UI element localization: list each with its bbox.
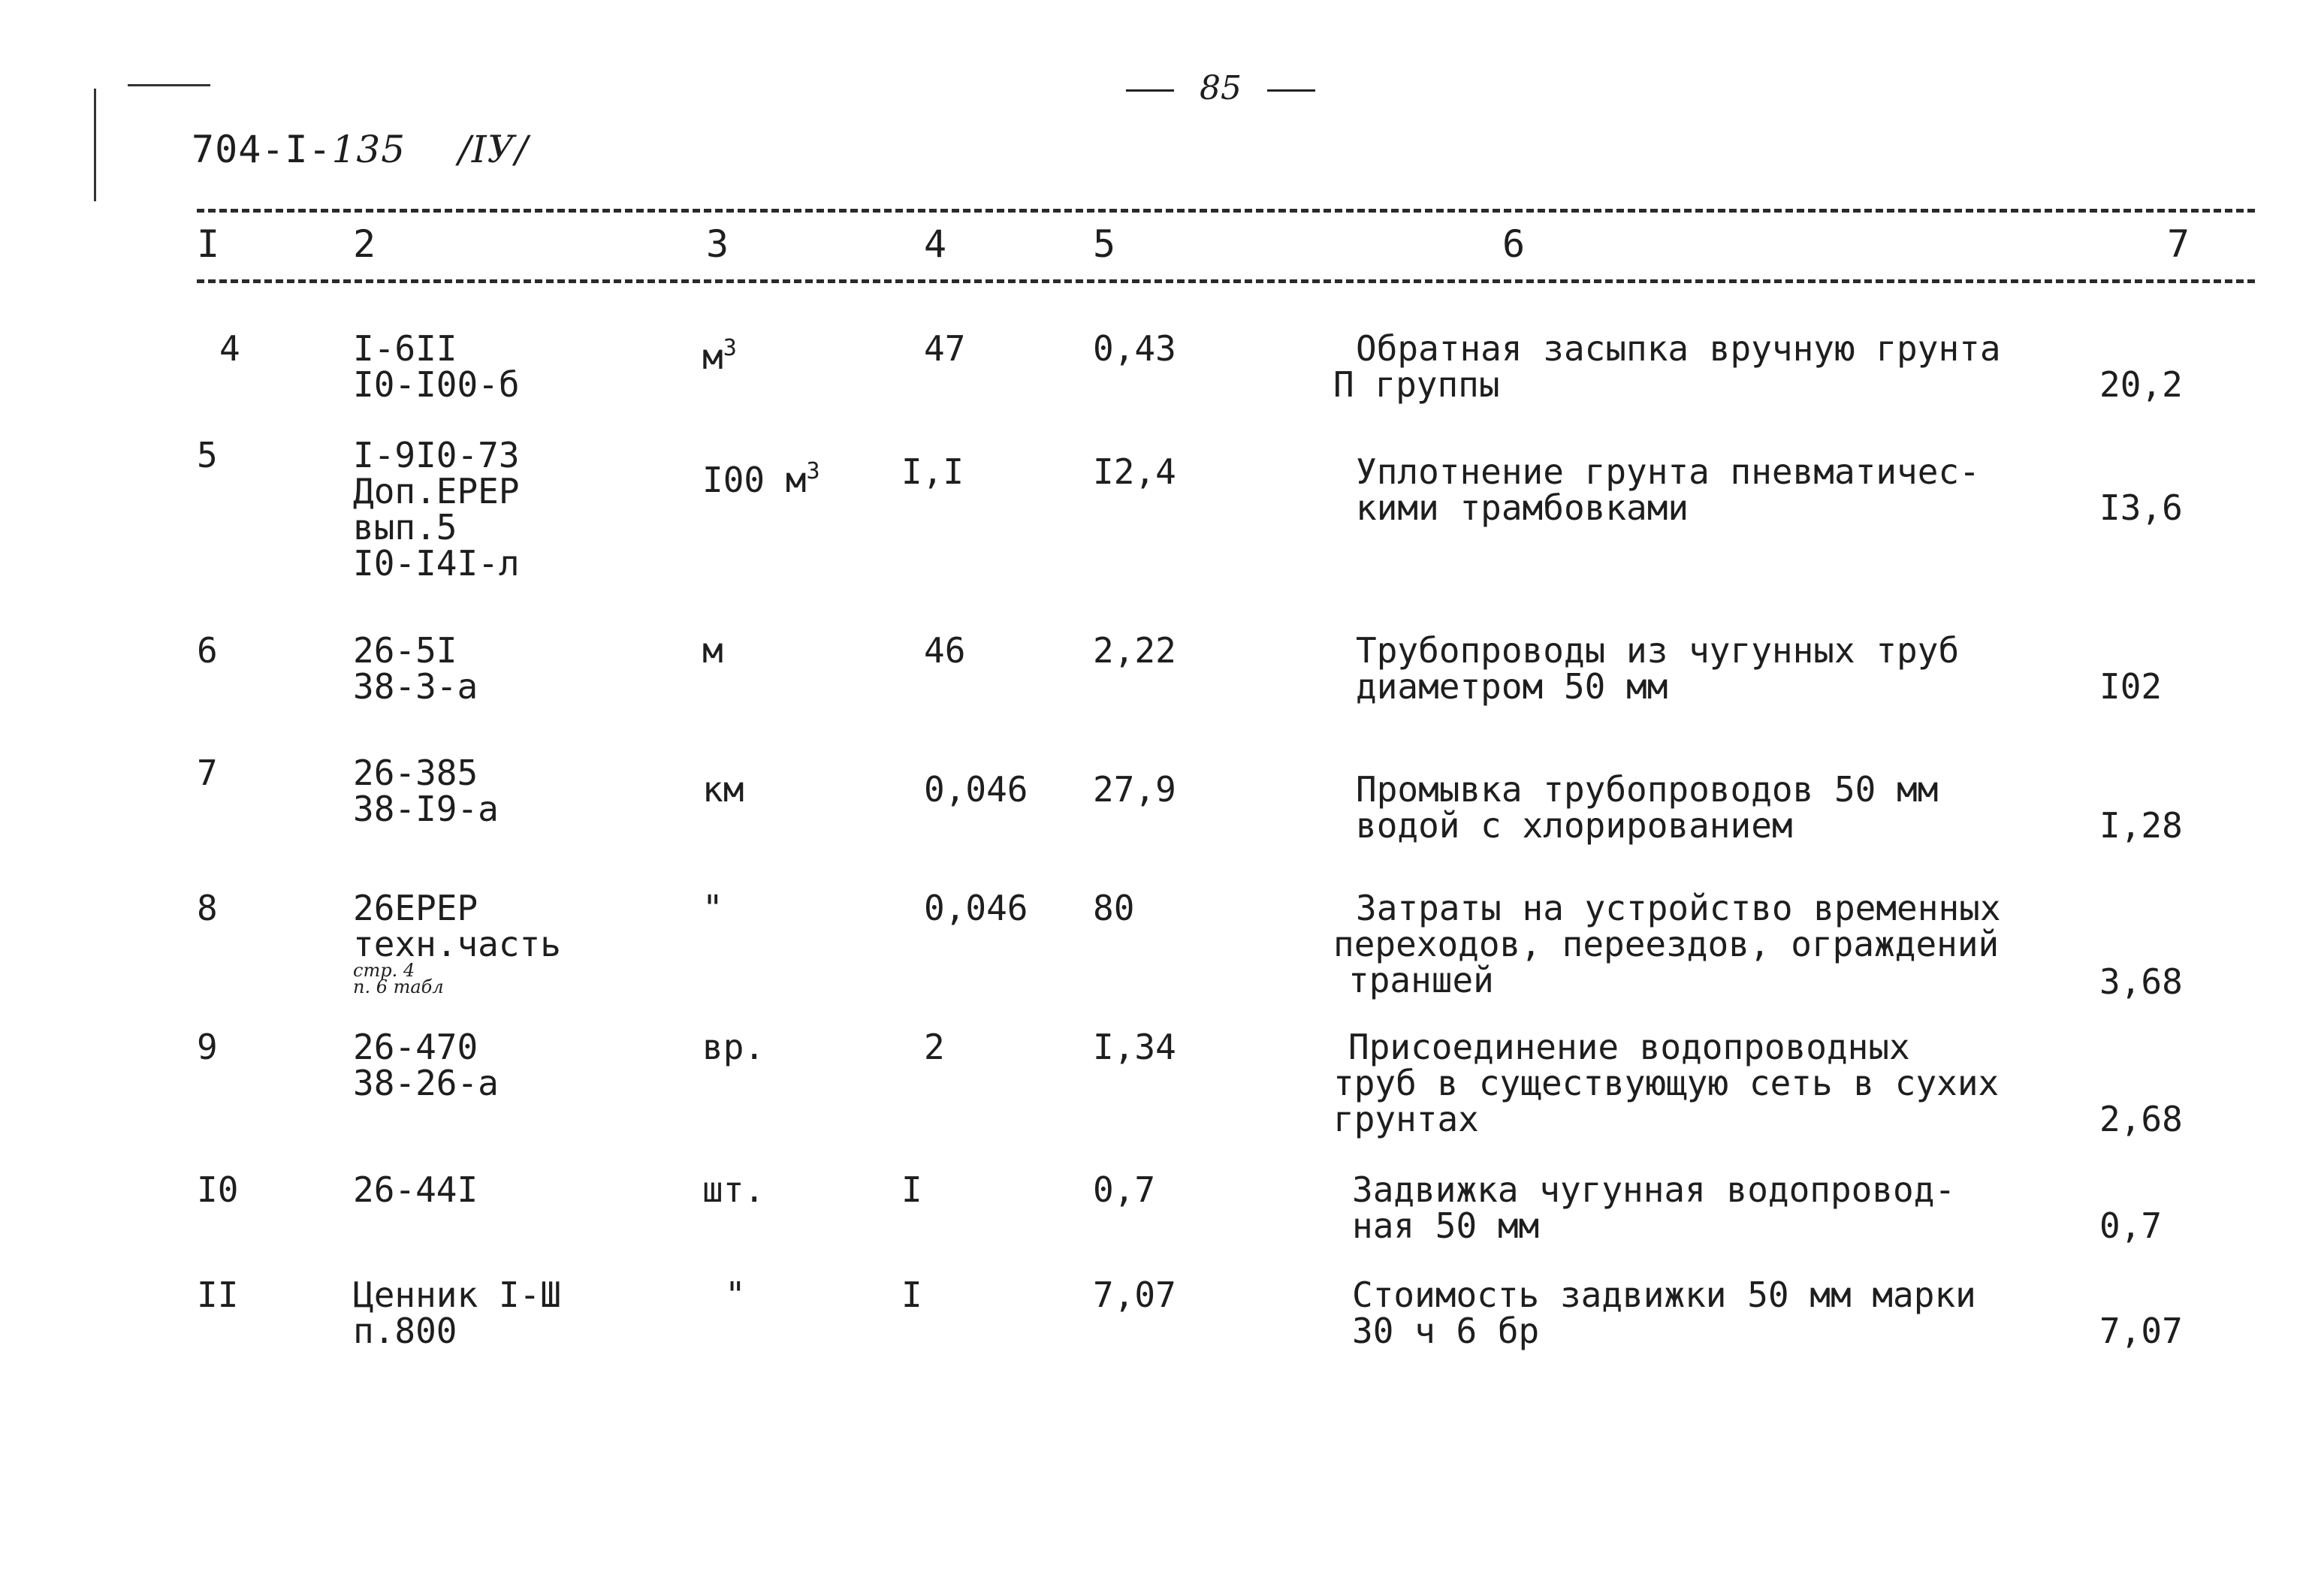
document-code-suffix: /IУ/: [458, 128, 529, 171]
page-number: [1097, 69, 1345, 107]
row-description-line: водой с хлорированием: [1356, 805, 1793, 846]
row-code-line: I-6II: [353, 328, 457, 369]
row-code-line: I0-I4I-л: [353, 543, 520, 584]
row-code-line: вып.5: [353, 507, 457, 548]
row-total: I,28: [2099, 805, 2183, 846]
row-unit: м: [702, 630, 723, 671]
row-unit-cost: 0,7: [1093, 1169, 1156, 1210]
row-code-line: Доп.ЕРЕР: [353, 471, 520, 511]
row-code-line: 26-385: [353, 753, 478, 793]
row-code: [353, 435, 520, 584]
row-description: [1352, 1277, 1976, 1349]
row-code: [353, 890, 561, 995]
row-unit-cost: 2,22: [1093, 630, 1176, 671]
row-description-line: Трубопроводы из чугунных труб: [1356, 630, 1960, 671]
row-description: [1333, 890, 2001, 998]
row-number: 5: [197, 435, 218, 475]
row-description: [1352, 1169, 1956, 1246]
row-code: [353, 755, 499, 827]
column-header-3: 3: [706, 222, 729, 266]
row-description-line: Присоединение водопроводных: [1348, 1027, 1910, 1067]
row-unit: вр.: [702, 1027, 765, 1067]
row-code: [353, 1277, 561, 1349]
row-description: [1356, 630, 1960, 707]
document-code-handwritten: 135: [331, 128, 406, 171]
row-description-line: переходов, переездов, ограждений: [1333, 924, 2000, 964]
row-description-line: ная 50 мм: [1352, 1205, 1540, 1246]
row-quantity: I: [901, 1169, 922, 1210]
row-description: [1333, 328, 2001, 405]
row-unit-cost: 0,43: [1093, 328, 1176, 369]
row-number: 7: [197, 753, 218, 793]
column-header-7: 7: [2167, 222, 2190, 266]
row-unit: км: [702, 769, 744, 810]
row-description-line: Обратная засыпка вручную грунта: [1356, 328, 2001, 369]
row-number: 9: [197, 1027, 218, 1067]
row-code: [353, 1029, 499, 1101]
document-code-prefix: 704-I-: [192, 128, 332, 171]
row-description-line: П группы: [1333, 364, 1500, 405]
row-total: 3,68: [2099, 961, 2183, 1002]
row-code: [353, 1169, 478, 1210]
row-unit-cost: I,34: [1093, 1027, 1176, 1067]
row-number: II: [197, 1275, 239, 1315]
row-description-line: Промывка трубопроводов 50 мм: [1356, 769, 1939, 810]
row-total: 20,2: [2099, 364, 2183, 405]
page-number-dash-right: [1267, 89, 1315, 92]
row-code-line: 38-I9-а: [353, 789, 499, 829]
row-quantity: 0,046: [924, 888, 1028, 928]
row-unit-exponent: 3: [806, 458, 820, 484]
row-description-line: Затраты на устройство временных: [1356, 888, 2001, 928]
row-unit-cost: 27,9: [1093, 769, 1176, 810]
row-unit: [702, 454, 820, 498]
row-quantity: 0,046: [924, 769, 1028, 810]
row-description-line: Стоимость задвижки 50 мм марки: [1352, 1275, 1976, 1315]
row-description: [1356, 769, 1939, 846]
row-unit: ": [702, 888, 723, 928]
table-header-rule-top: [197, 209, 2255, 213]
row-code-line: 26ЕРЕР: [353, 888, 478, 928]
row-code-line: п.800: [353, 1311, 457, 1351]
row-unit-cost: I2,4: [1093, 451, 1176, 492]
row-description-line: грунтах: [1333, 1099, 1479, 1139]
row-description-line: траншей: [1348, 960, 1494, 1000]
row-total: I02: [2099, 666, 2163, 707]
document-code: [192, 128, 529, 171]
row-quantity: 47: [924, 328, 966, 369]
margin-bracket-horizontal: [128, 84, 210, 86]
row-code-note: стр. 4: [353, 960, 415, 981]
row-code-line: 38-26-а: [353, 1063, 499, 1103]
row-code-note: п. 6 табл: [353, 976, 444, 997]
row-total: I3,6: [2099, 487, 2183, 528]
row-number: 8: [197, 888, 218, 928]
row-code-line: Ценник I-Ш: [353, 1275, 561, 1315]
row-quantity: 46: [924, 630, 966, 671]
row-code-line: 26-44I: [353, 1169, 478, 1210]
column-header-6: 6: [1502, 222, 1526, 266]
row-unit: ": [725, 1275, 746, 1315]
row-description-line: труб в существующую сеть в сухих: [1333, 1063, 2000, 1103]
row-number: 6: [197, 630, 218, 671]
row-code-line: 26-470: [353, 1027, 478, 1067]
column-header-5: 5: [1093, 222, 1116, 266]
row-unit-cost: 7,07: [1093, 1275, 1176, 1315]
row-code-line: 38-3-а: [353, 666, 478, 707]
column-header-1: I: [197, 222, 220, 266]
margin-bracket-vertical: [94, 89, 96, 201]
row-number: I0: [197, 1169, 239, 1210]
row-total: 0,7: [2099, 1205, 2163, 1246]
column-header-2: 2: [353, 222, 376, 266]
row-code-line: I0-I00-б: [353, 364, 520, 405]
page-number-dash-left: [1126, 89, 1174, 92]
row-number: 4: [219, 328, 240, 369]
row-unit: [702, 330, 737, 375]
table-header-rule-bottom: [197, 279, 2255, 283]
row-total: 2,68: [2099, 1099, 2183, 1139]
row-unit-text: I00 м: [702, 460, 807, 500]
row-description-line: диаметром 50 мм: [1356, 666, 1668, 707]
row-description: [1333, 1029, 1999, 1137]
row-description: [1356, 451, 1980, 528]
row-quantity: I: [901, 1275, 922, 1315]
row-description-line: Уплотнение грунта пневматичес-: [1356, 451, 1980, 492]
row-code: [353, 330, 520, 403]
row-code-line: техн.часть: [353, 924, 561, 964]
row-quantity: I,I: [901, 451, 964, 492]
row-total: 7,07: [2099, 1311, 2183, 1351]
row-description-line: кими трамбовками: [1356, 487, 1689, 528]
page-number-value: 85: [1200, 69, 1242, 107]
row-quantity: 2: [924, 1027, 945, 1067]
column-header-4: 4: [924, 222, 947, 266]
row-unit-cost: 80: [1093, 888, 1135, 928]
row-unit: шт.: [702, 1169, 765, 1210]
row-description-line: 30 ч 6 бр: [1352, 1311, 1540, 1351]
row-code-line: 26-5I: [353, 630, 457, 671]
row-code: [353, 630, 478, 707]
row-unit-text: м: [702, 336, 723, 377]
row-unit-exponent: 3: [723, 335, 737, 361]
row-code-line: I-9I0-73: [353, 435, 520, 475]
row-description-line: Задвижка чугунная водопровод-: [1352, 1169, 1956, 1210]
